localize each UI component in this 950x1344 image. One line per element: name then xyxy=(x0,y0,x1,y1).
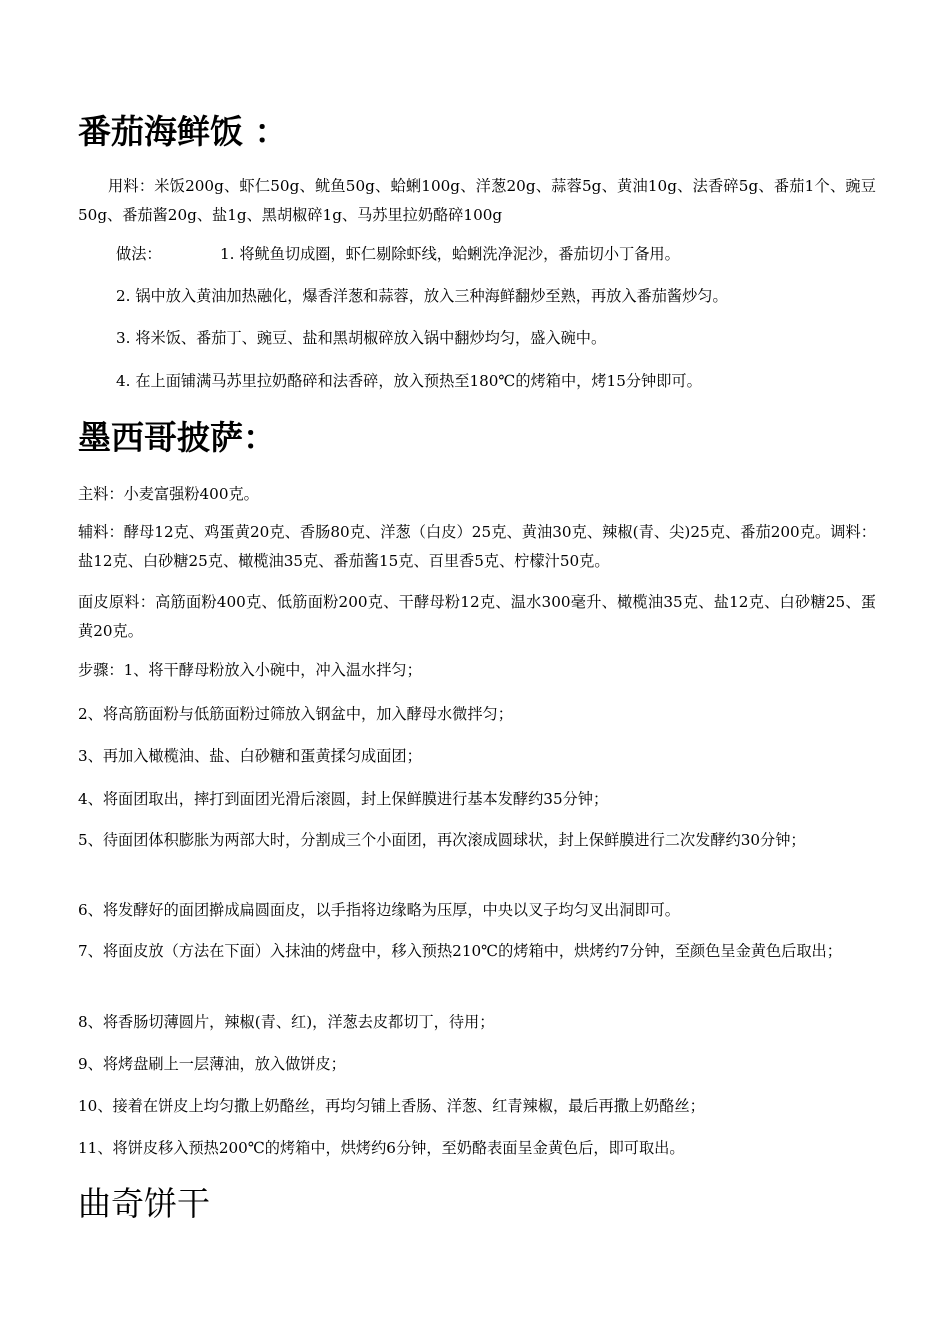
recipe-title-mexican-pizza: 墨西哥披萨： xyxy=(78,418,276,457)
aux-ingredients: 辅料：酵母12克、鸡蛋黄20克、香肠80克、洋葱（白皮）25克、黄油30克、辣椒(青、尖)25克、番茄200克。调料：盐12克、白砂糖25克、橄榄油35克、番茄酱15克、百里香5克、柠檬汁50克。 xyxy=(78,523,876,570)
pizza-step: 8、将香肠切薄圆片，辣椒(青、红)，洋葱去皮都切丁，待用； xyxy=(78,1013,495,1031)
pizza-step: 6、将发酵好的面团擀成扁圆面皮，以手指将边缘略为压厚，中央以叉子均匀叉出洞即可。 xyxy=(78,901,680,919)
pizza-step: 7、将面皮放（方法在下面）入抹油的烤盘中，移入预热210℃的烤箱中，烘烤约7分钟，至颜色呈金黄色后取出； xyxy=(78,942,842,960)
recipe-title-cookies: 曲奇饼干 xyxy=(78,1184,210,1223)
pizza-step: 2、将高筋面粉与低筋面粉过筛放入钢盆中，加入酵母水微拌匀； xyxy=(78,705,513,723)
method-step-2: 2. 锅中放入黄油加热融化，爆香洋葱和蒜蓉，放入三种海鲜翻炒至熟，再放入番茄酱炒匀。 xyxy=(116,287,728,305)
method-label: 做法： xyxy=(116,245,162,263)
pizza-step: 9、将烤盘刷上一层薄油，放入做饼皮； xyxy=(78,1055,346,1073)
main-ingredient: 主料：小麦富强粉400克。 xyxy=(78,485,259,503)
pizza-step: 10、接着在饼皮上均匀撒上奶酪丝，再均匀铺上香肠、洋葱、红青辣椒，最后再撒上奶酪丝； xyxy=(78,1097,705,1115)
method-step-1: 1. 将鱿鱼切成圈，虾仁剔除虾线，蛤蜊洗净泥沙，番茄切小丁备用。 xyxy=(220,245,680,263)
method-step-4: 4. 在上面铺满马苏里拉奶酪碎和法香碎，放入预热至180℃的烤箱中，烤15分钟即可。 xyxy=(116,372,702,390)
pizza-step: 3、再加入橄榄油、盐、白砂糖和蛋黄揉匀成面团； xyxy=(78,747,422,765)
pizza-step: 4、将面团取出，摔打到面团光滑后滚圆，封上保鲜膜进行基本发酵约35分钟； xyxy=(78,790,609,808)
dough-ingredients: 面皮原料：高筋面粉400克、低筋面粉200克、干酵母粉12克、温水300毫升、橄榄油35克、盐12克、白砂糖25、蛋黄20克。 xyxy=(78,593,876,640)
method-step-3: 3. 将米饭、番茄丁、豌豆、盐和黑胡椒碎放入锅中翻炒均匀，盛入碗中。 xyxy=(116,329,607,347)
pizza-step: 步骤：1、将干酵母粉放入小碗中，冲入温水拌匀； xyxy=(78,661,422,679)
recipe-title-seafood-rice: 番茄海鲜饭 ： xyxy=(78,112,288,151)
pizza-step: 11、将饼皮移入预热200℃的烤箱中，烘烤约6分钟，至奶酪表面呈金黄色后，即可取出。 xyxy=(78,1139,685,1157)
pizza-step: 5、待面团体积膨胀为两部大时，分割成三个小面团，再次滚成圆球状，封上保鲜膜进行二次发酵约30分钟； xyxy=(78,831,806,849)
ingredients-paragraph: 用料：米饭200g、虾仁50g、鱿鱼50g、蛤蜊100g、洋葱20g、蒜蓉5g、黄油10g、法香碎5g、番茄1个、豌豆50g、番茄酱20g、盐1g、黑胡椒碎1g、马苏里拉奶酪碎100g xyxy=(78,177,876,224)
